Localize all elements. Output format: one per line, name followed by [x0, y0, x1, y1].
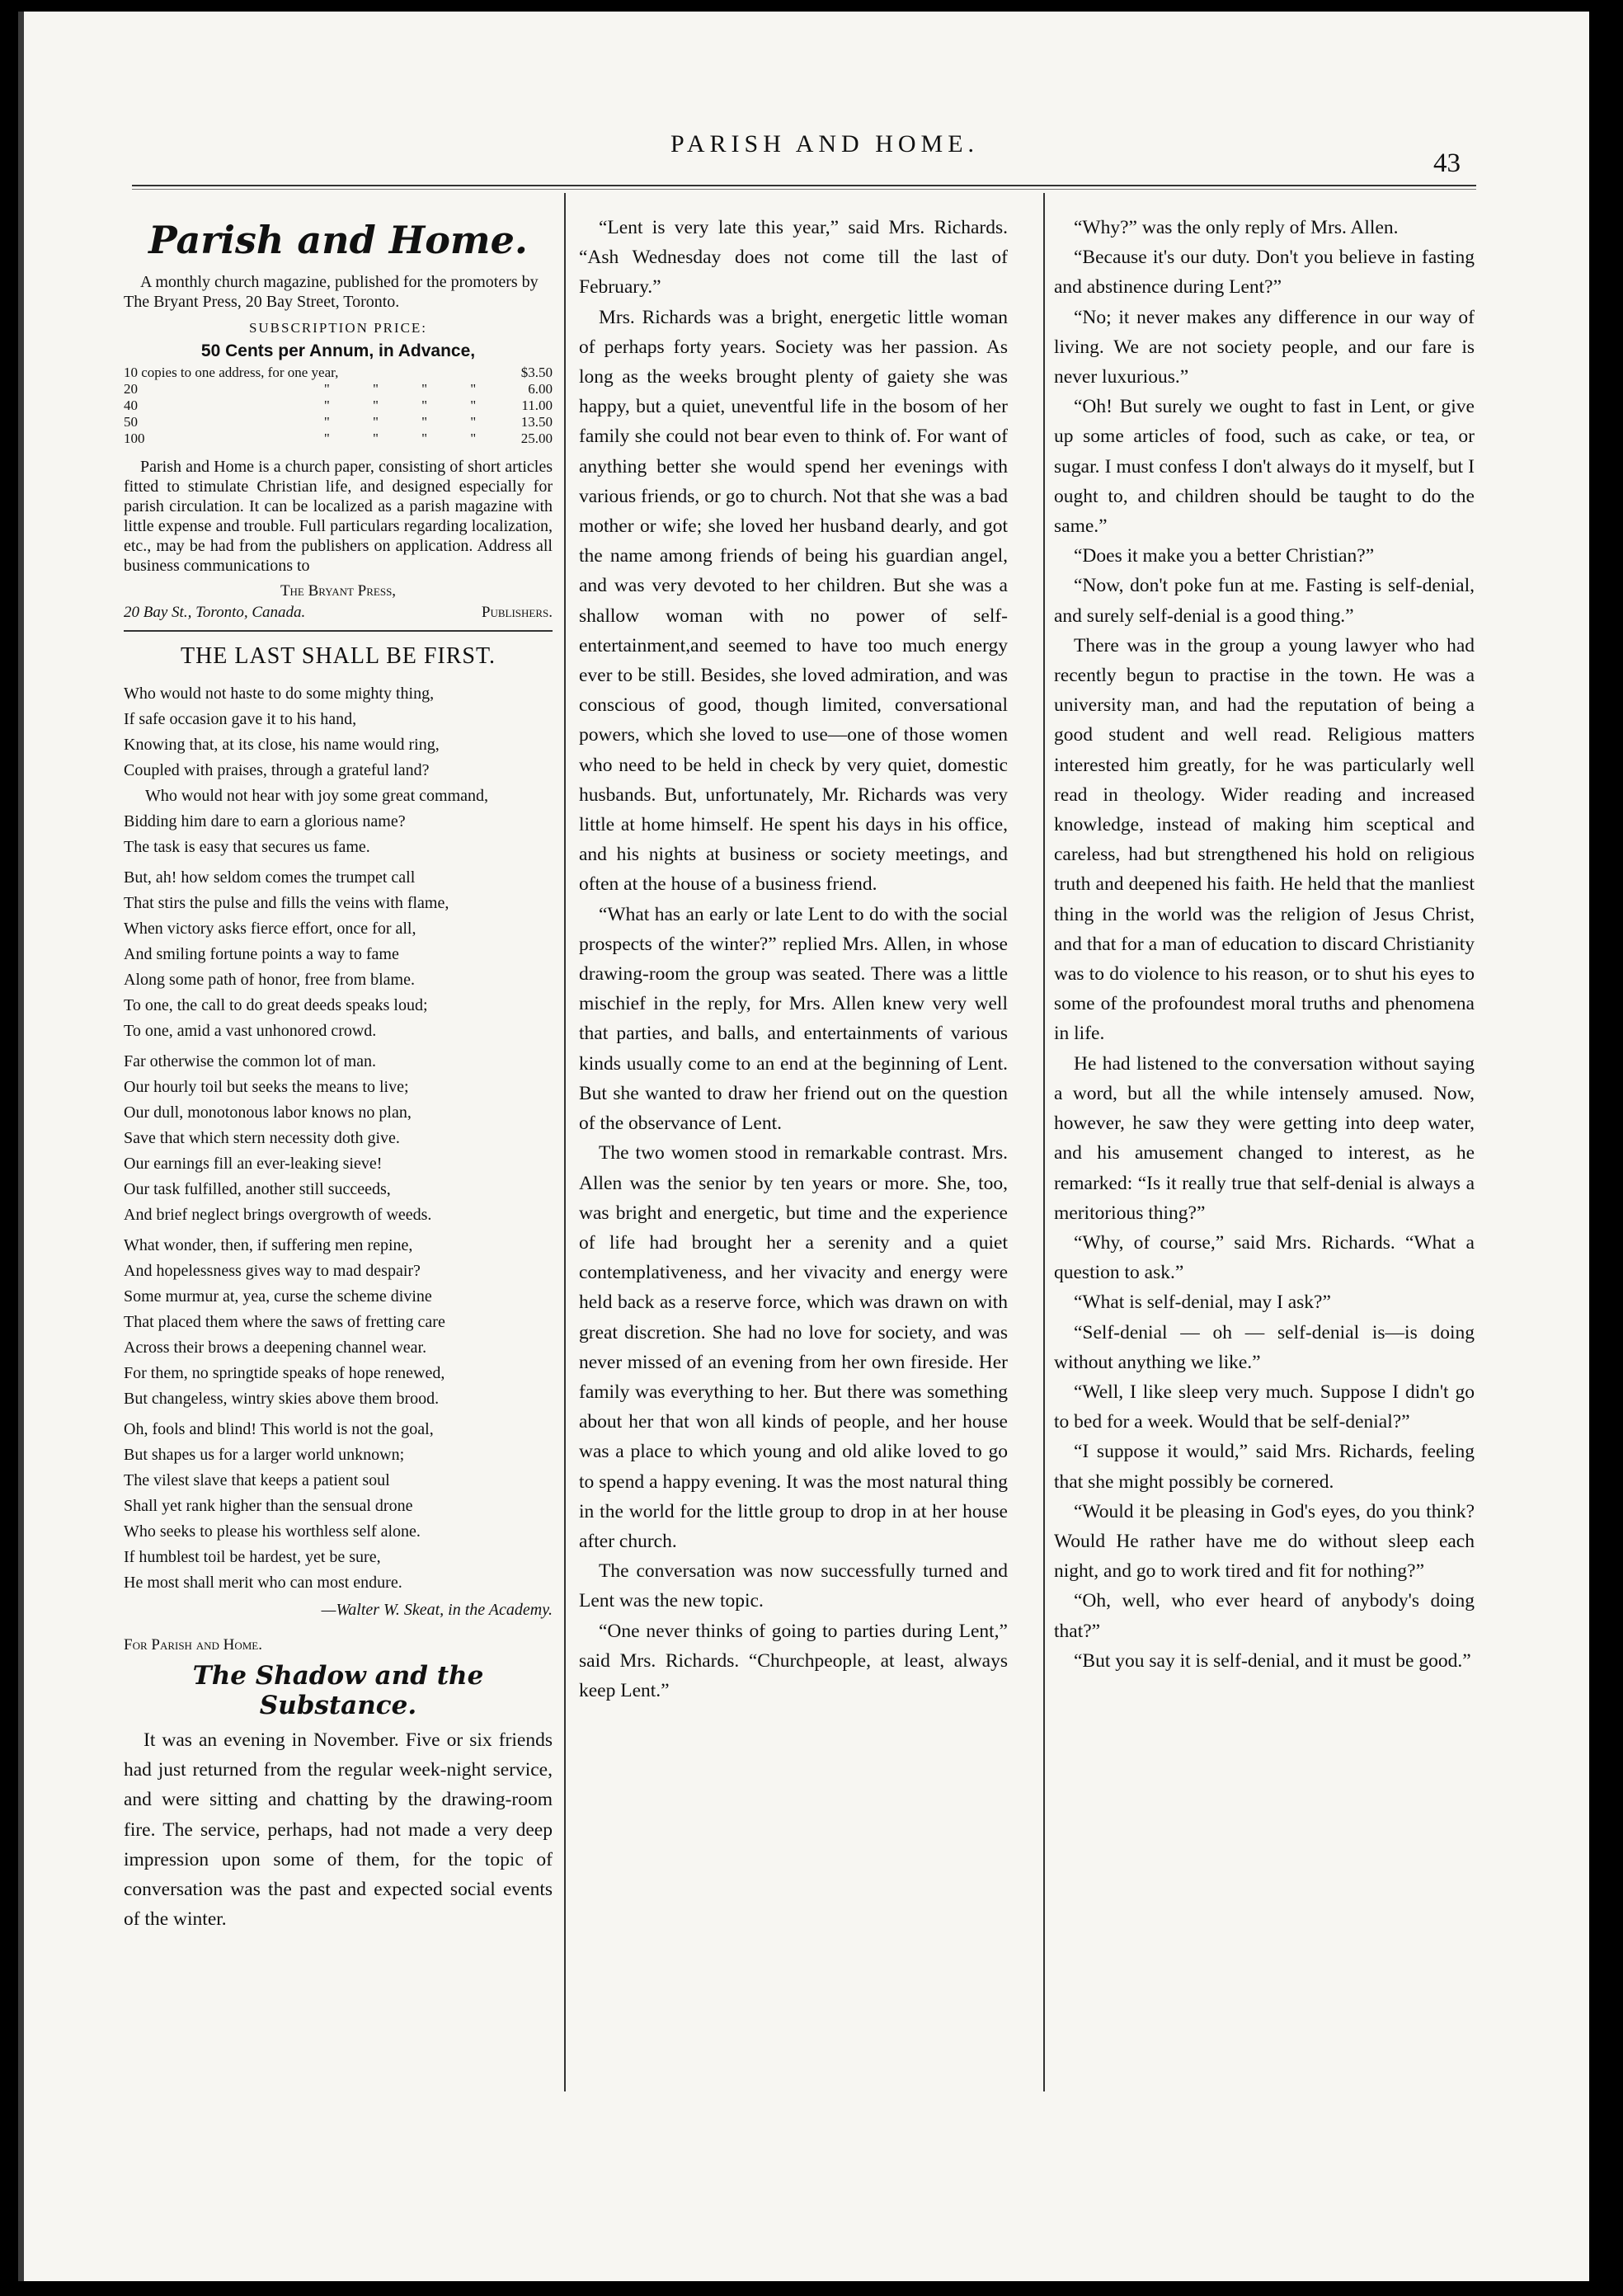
poem-body: [124, 681, 553, 1596]
section-separator: [124, 630, 553, 632]
running-header: PARISH AND HOME.: [670, 130, 980, 158]
poem-line: Oh, fools and blind! This world is not the goal,: [124, 1420, 434, 1438]
poem-stanza: [124, 681, 553, 860]
story-paragraph: “But you say it is self-denial, and it must be good.”: [1074, 1649, 1471, 1672]
story-paragraph: “Would it be pleasing in God's eyes, do you think? Would He rather have me do without sleep each night, and go to work tired and fit for nothing?”: [1054, 1500, 1475, 1583]
column-middle: [579, 213, 1008, 1706]
story-paragraph: “Well, I like sleep very much. Suppose I didn't go to bed for a week. Would that be self-denial?”: [1054, 1381, 1475, 1433]
story-paragraph: There was in the group a young lawyer who had recently begun to practise in the town. He was a university man, and had the reputation of being a good student and well read. Religious matters interested him greatly, for he was particularly well read in theology. Wider reading and increased knowledge, instead of making him sceptical and careless, had but strengthened his hold on religious truth and deepened his faith. He held that the manliest thing in the world was the religion of Jesus Christ, and that for a man of education to discard Christianity was to do violence to his reason, or to shut his eyes to some of the profoundest moral truths and phenomena in life.: [1054, 634, 1475, 1045]
ditto-mark: ": [373, 414, 379, 430]
poem-line: What wonder, then, if suffering men repine,: [124, 1236, 413, 1254]
rate-amount: 25.00: [520, 430, 553, 446]
story-column-1: [124, 1725, 553, 1934]
poem-line: Our hourly toil but seeks the means to live;: [124, 1078, 409, 1096]
poem-line: If humblest toil be hardest, yet be sure,: [124, 1548, 381, 1566]
ditto-mark: ": [470, 414, 477, 430]
story-paragraph: “Self-denial — oh — self-denial is—is doing without anything we like.”: [1054, 1321, 1475, 1373]
poem-line: That placed them where the saws of fretting care: [124, 1313, 445, 1331]
poem-line: Shall yet rank higher than the sensual drone: [124, 1497, 413, 1515]
poem-line: Our earnings fill an ever-leaking sieve!: [124, 1155, 383, 1173]
ditto-mark: ": [323, 414, 330, 430]
poem-stanza: [124, 865, 553, 1044]
column-rule-1: [564, 193, 566, 2091]
publisher-line: [124, 604, 553, 622]
rate-copies: 20: [124, 381, 138, 397]
subscription-price: 50 Cents per Annum, in Advance,: [200, 341, 476, 360]
story-paragraph: “I suppose it would,” said Mrs. Richards, feeling that she might possibly be cornered.: [1054, 1441, 1475, 1493]
column-rule-2: [1043, 193, 1045, 2091]
story-paragraph: “Because it's our duty. Don't you believe in fasting and abstinence during Lent?”: [1054, 247, 1475, 299]
rate-row: [124, 430, 553, 447]
story-credit: For Parish and Home.: [124, 1636, 262, 1654]
ditto-mark: ": [421, 430, 428, 446]
poem-stanza: [124, 1417, 553, 1596]
story-title: The Shadow and the Substance.: [192, 1661, 484, 1720]
column-right: [1054, 213, 1475, 1676]
ditto-mark: ": [323, 398, 330, 413]
poem-line: For them, no springtide speaks of hope renewed,: [124, 1364, 445, 1382]
story-paragraph: “What is self-denial, may I ask?”: [1074, 1292, 1331, 1314]
poem-line: Our dull, monotonous labor knows no plan,: [124, 1103, 412, 1122]
ditto-mark: ": [373, 398, 379, 413]
poem-line: Coupled with praises, through a grateful land?: [124, 761, 430, 779]
story-paragraph: “Why?” was the only reply of Mrs. Allen.: [1074, 217, 1399, 238]
poem-line: Who would not haste to do some mighty thing,: [124, 685, 435, 703]
poem-line: Some murmur at, yea, curse the scheme divine: [124, 1287, 432, 1306]
poem-line: Who would not hear with joy some great command,: [145, 787, 489, 805]
rate-amount: $3.50: [520, 365, 553, 380]
poem-line: Knowing that, at its close, his name would ring,: [124, 736, 440, 754]
poem-line: But changeless, wintry skies above them brood.: [124, 1390, 440, 1408]
header-rule-thin: [132, 189, 1476, 190]
poem-line: And smiling fortune points a way to fame: [124, 945, 399, 963]
ditto-mark: ": [470, 398, 477, 413]
publisher-role: Publishers.: [481, 604, 553, 621]
rate-amount: 11.00: [521, 398, 553, 413]
poem-stanza: [124, 1049, 553, 1228]
poem-line: Who seeks to please his worthless self alone.: [124, 1522, 421, 1541]
poem-line: To one, amid a vast unhonored crowd.: [124, 1022, 377, 1040]
page-number: 43: [1433, 148, 1461, 178]
rate-copies: 10 copies to one address, for one year,: [124, 365, 339, 380]
poem-line: Save that which stern necessity doth give.: [124, 1129, 400, 1147]
rate-row: [124, 381, 553, 398]
poem-line: Far otherwise the common lot of man.: [124, 1052, 377, 1070]
story-paragraph: “Oh! But surely we ought to fast in Lent, or give up some articles of food, such as cake, or tea, or sugar. I must confess I don't always do it myself, but I ought to, and children should be taught to do the same.”: [1054, 396, 1475, 538]
rate-amount: 6.00: [528, 381, 553, 397]
poem-stanza: [124, 1233, 553, 1412]
rate-copies: 100: [124, 430, 145, 446]
poem-line: The task is easy that secures us fame.: [124, 838, 370, 856]
ditto-mark: ": [373, 430, 379, 446]
poem-line: But shapes us for a larger world unknown;: [124, 1446, 405, 1464]
ditto-mark: ": [421, 381, 428, 397]
masthead-description: Parish and Home is a church paper, consisting of short articles fitted to stimulate Christian life, and designed especially for parish circulation. It can be localized as a parish magazine with little expense and trouble. Full particulars regarding localization, etc., may be had from the publishers on application. Address all business communications to: [124, 458, 553, 575]
ditto-mark: ": [470, 430, 477, 446]
story-paragraph: “Oh, well, who ever heard of anybody's doing that?”: [1054, 1590, 1475, 1642]
poem-line: He most shall merit who can most endure.: [124, 1574, 402, 1592]
poem-line: If safe occasion gave it to his hand,: [124, 710, 357, 728]
ditto-mark: ": [373, 381, 379, 397]
story-paragraph: “No; it never makes any difference in our way of living. We are not society people, and our fare is never luxurious.”: [1054, 306, 1475, 388]
ditto-mark: ": [421, 398, 428, 413]
story-paragraph: He had listened to the conversation without saying a word, but all the while intensely amused. Now, however, he saw they were getting into deep water, and his amusement changed to interest, as he remarked: “Is it really true that self-denial is always a meritorious thing?”: [1054, 1052, 1475, 1224]
poem-line: That stirs the pulse and fills the veins with flame,: [124, 894, 449, 912]
story-paragraph: “One never thinks of going to parties during Lent,” said Mrs. Richards. “Churchpeople, at least, always keep Lent.”: [579, 1620, 1008, 1701]
rate-copies: 40: [124, 398, 138, 413]
story-paragraph: It was an evening in November. Five or six friends had just returned from the regular week-night service, and were sitting and chatting by the drawing-room fire. The service, perhaps, had not made a very deep impression upon some of them, for the topic of conversation was the past and expected social events of the winter.: [124, 1729, 553, 1931]
ditto-mark: ": [421, 414, 428, 430]
story-paragraph: “What has an early or late Lent to do with the social prospects of the winter?” replied Mrs. Allen, in whose drawing-room the group was seated. There was a little mischief in the reply, for Mrs. Allen knew very well that parties, and balls, and entertainments of various kinds usually come to an end at the beginning of Lent. But she wanted to draw her friend out on the question of the observance of Lent.: [579, 903, 1008, 1135]
poem-line: Bidding him dare to earn a glorious name?: [124, 812, 406, 830]
story-paragraph: The conversation was now successfully turned and Lent was the new topic.: [579, 1560, 1008, 1612]
page-edge-shadow: [18, 12, 24, 2281]
story-column-3: [1054, 213, 1475, 1676]
poem-line: When victory asks fierce effort, once for all,: [124, 920, 416, 938]
poem-line: To one, the call to do great deeds speaks loud;: [124, 996, 428, 1014]
story-paragraph: “Now, don't poke fun at me. Fasting is self-denial, and surely self-denial is a good thing.”: [1054, 575, 1475, 627]
poem-line: But, ah! how seldom comes the trumpet call: [124, 868, 416, 887]
masthead-intro: A monthly church magazine, published for the promoters by The Bryant Press, 20 Bay Street, Toronto.: [124, 273, 539, 311]
masthead-title: Parish and Home.: [148, 218, 528, 262]
poem-line: And brief neglect brings overgrowth of weeds.: [124, 1206, 432, 1224]
poem-line: Along some path of honor, free from blame.: [124, 971, 415, 989]
poem-title: THE LAST SHALL BE FIRST.: [180, 643, 496, 669]
publisher-name: The Bryant Press,: [280, 582, 397, 600]
story-paragraph: “Lent is very late this year,” said Mrs. Richards. “Ash Wednesday does not come till the last of February.”: [579, 217, 1008, 299]
column-left: [124, 213, 553, 1934]
ditto-mark: ": [323, 381, 330, 397]
poem-attribution: —Walter W. Skeat, in the Academy.: [321, 1601, 553, 1619]
story-paragraph: Mrs. Richards was a bright, energetic little woman of perhaps forty years. Society was her passion. As long as the weeks brought plenty of gaiety she was happy, but a quiet, uneventful life in the bosom of her family she could not bear even to think of. For want of anything better she would spend her evenings with various friends, or go to church. Not that she was a bad mother or wife; she loved her husband dearly, and got the name among friends of being his guardian angel, and was very devoted to her children. But she was a shallow woman with no power of self-entertainment,and seemed to have too much energy ever to be still. Besides, she loved admiration, and was conscious of good, though limited, conversational powers, which she loved to use—one of those women who need to be held in check by very quiet, domestic husbands. But, unfortunately, Mr. Richards was very little at home himself. He spent his days in his office, and his nights at business or society meetings, and often at the house of a business friend.: [579, 306, 1008, 896]
poem-line: And hopelessness gives way to mad despair?: [124, 1262, 421, 1280]
story-paragraph: “Does it make you a better Christian?”: [1074, 545, 1375, 567]
story-paragraph: The two women stood in remarkable contrast. Mrs. Allen was the senior by ten years or more. She, too, was bright and energetic, but time and the experience of life had brought her a serenity and a quiet contemplativeness, and her vivacity and energy were held back as a reserve force, which was drawn on with great discretion. She had no love for society, and was never missed of an evening from her own fireside. Her family was everything to her. But there was something about her that won all kinds of people, and her house was a place to which young and old alike loved to go to spend a happy evening. It was the most natural thing in the world for the little group to drop in at her house after church.: [579, 1142, 1008, 1552]
rate-row: [124, 398, 553, 414]
ditto-mark: ": [470, 381, 477, 397]
poem-line: Our task fulfilled, another still succeeds,: [124, 1180, 391, 1198]
publisher-address: 20 Bay St., Toronto, Canada.: [124, 604, 306, 621]
rate-row: [124, 414, 553, 430]
rate-amount: 13.50: [520, 414, 553, 430]
rate-copies: 50: [124, 414, 138, 430]
poem-line: The vilest slave that keeps a patient soul: [124, 1471, 390, 1489]
subscription-label: SUBSCRIPTION PRICE:: [248, 320, 428, 336]
story-column-2: [579, 213, 1008, 1706]
rates-table: [124, 365, 553, 447]
poem-line: Across their brows a deepening channel wear.: [124, 1339, 427, 1357]
header-rule: [132, 185, 1476, 186]
story-paragraph: “Why, of course,” said Mrs. Richards. “What a question to ask.”: [1054, 1231, 1475, 1284]
rate-row: [124, 365, 553, 381]
ditto-mark: ": [323, 430, 330, 446]
